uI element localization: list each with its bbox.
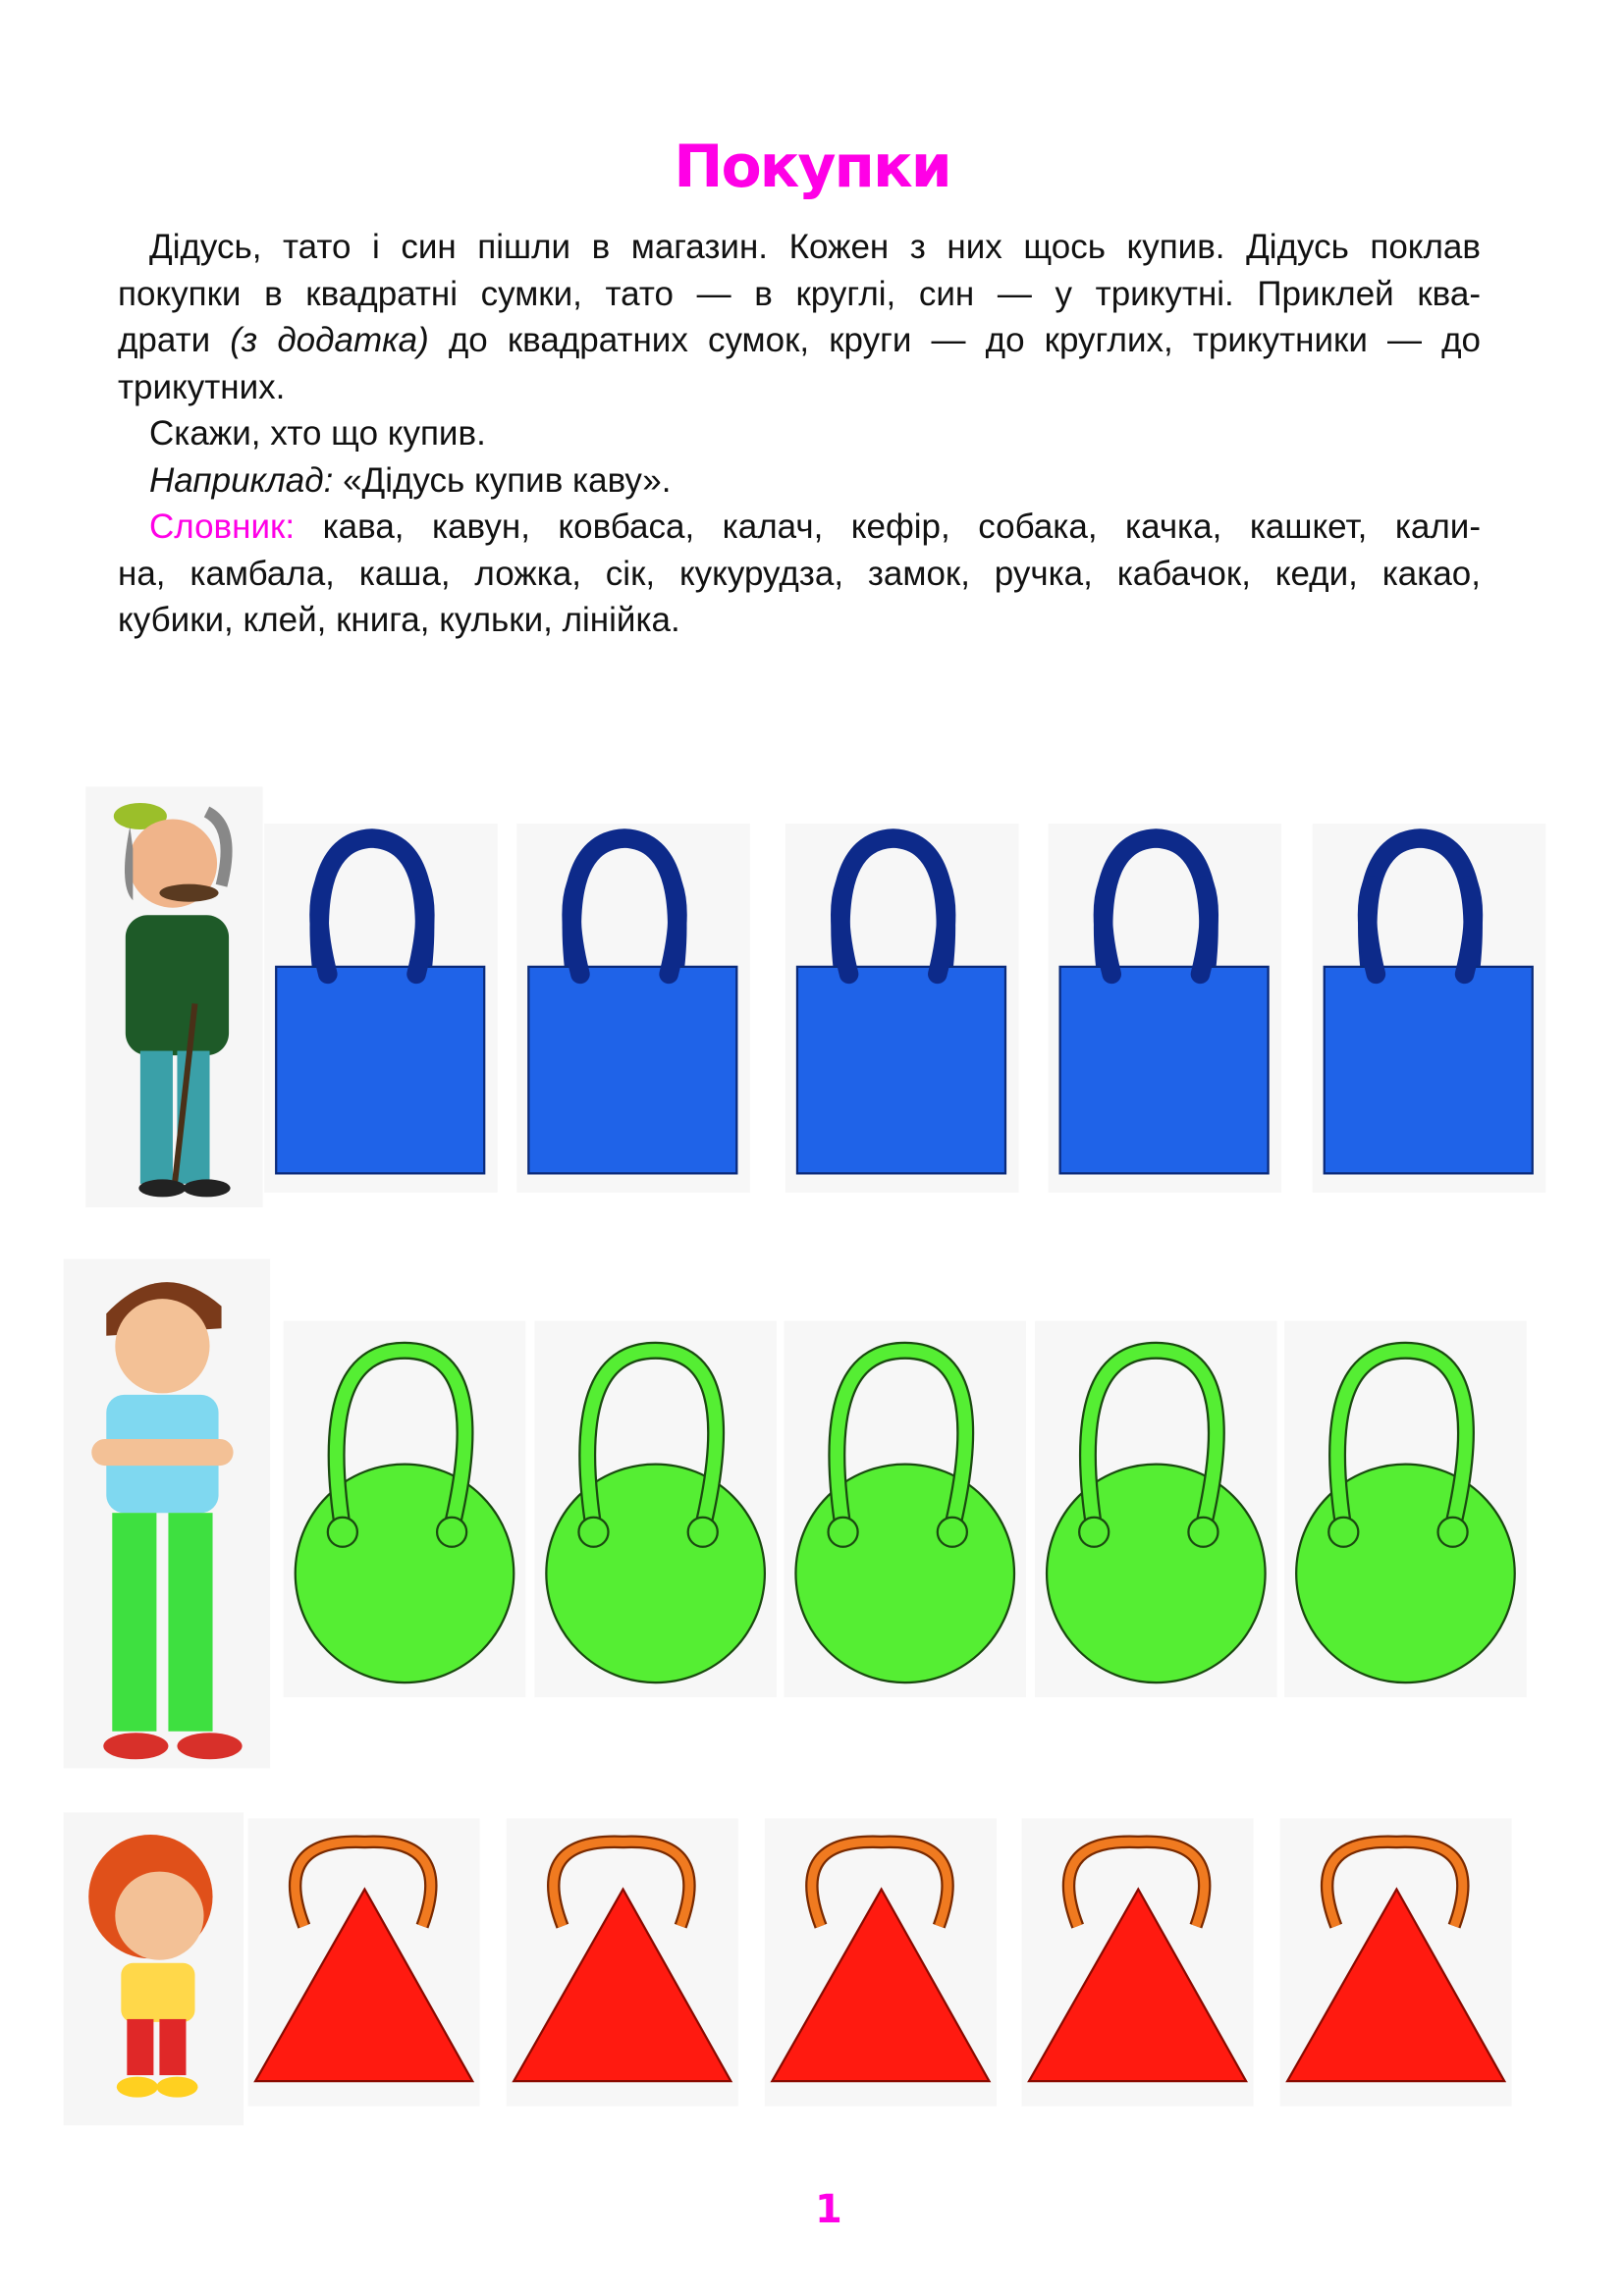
square-shape [528, 967, 736, 1174]
prompt-line: Скажи, хто що купив. [149, 414, 486, 453]
intro-text: до квадратних сумок, круги — до круглих, трикутники — до [428, 321, 1481, 359]
round-bag[interactable] [784, 1321, 1026, 1697]
circle-shape [1296, 1465, 1515, 1683]
round-bag[interactable] [534, 1321, 777, 1697]
square-shape [1060, 967, 1269, 1174]
circle-shape [296, 1465, 514, 1683]
square-bags-row [264, 824, 1545, 1193]
triangle-bag[interactable] [1280, 1818, 1512, 2106]
round-bags-row [284, 1321, 1527, 1697]
square-bag[interactable] [1049, 824, 1282, 1193]
square-bag[interactable] [264, 824, 498, 1193]
page-number: 1 [815, 2187, 842, 2232]
round-bag[interactable] [284, 1321, 526, 1697]
square-bag[interactable] [785, 824, 1019, 1193]
example-label: Наприклад: [149, 460, 334, 500]
circle-shape [546, 1465, 765, 1683]
round-bag[interactable] [1035, 1321, 1277, 1697]
circle-shape [1047, 1465, 1266, 1683]
dictionary-words: кава, кавун, ковбаса, калач, кефір, собака, качка, кашкет, кали- [295, 507, 1481, 546]
grandpa-figure [85, 786, 262, 1207]
round-bag[interactable] [1284, 1321, 1527, 1697]
intro-line: покупки в квадратні сумки, тато — в круглі, син — у трикутні. Приклей ква- [118, 274, 1481, 313]
page-title: Покупки [674, 133, 950, 201]
square-shape [276, 967, 484, 1174]
triangle-bag[interactable] [248, 1818, 480, 2106]
square-shape [797, 967, 1005, 1174]
intro-italic-note: (з додатка) [230, 321, 429, 359]
triangle-bag[interactable] [507, 1818, 738, 2106]
triangle-bag[interactable] [1022, 1818, 1254, 2106]
circle-shape [795, 1465, 1014, 1683]
dictionary-line: на, камбала, каша, ложка, сік, кукурудза, замок, ручка, кабачок, кеди, какао, [118, 554, 1481, 593]
father-figure [64, 1259, 271, 1769]
triangle-bag[interactable] [765, 1818, 997, 2106]
intro-text: драти [118, 321, 231, 359]
triangle-bags-row [248, 1818, 1512, 2106]
square-bag[interactable] [1313, 824, 1546, 1193]
intro-line: трикутних. [118, 367, 286, 406]
dictionary-label: Словник: [149, 507, 296, 546]
square-shape [1325, 967, 1533, 1174]
intro-line: Дідусь, тато і син пішли в магазин. Кожен з них щось купив. Дідусь поклав [149, 228, 1481, 266]
example-text: «Дідусь купив каву». [333, 460, 672, 500]
square-bag[interactable] [516, 824, 750, 1193]
son-figure [64, 1812, 244, 2125]
dictionary-line: кубики, клей, книга, кульки, лінійка. [118, 601, 680, 639]
